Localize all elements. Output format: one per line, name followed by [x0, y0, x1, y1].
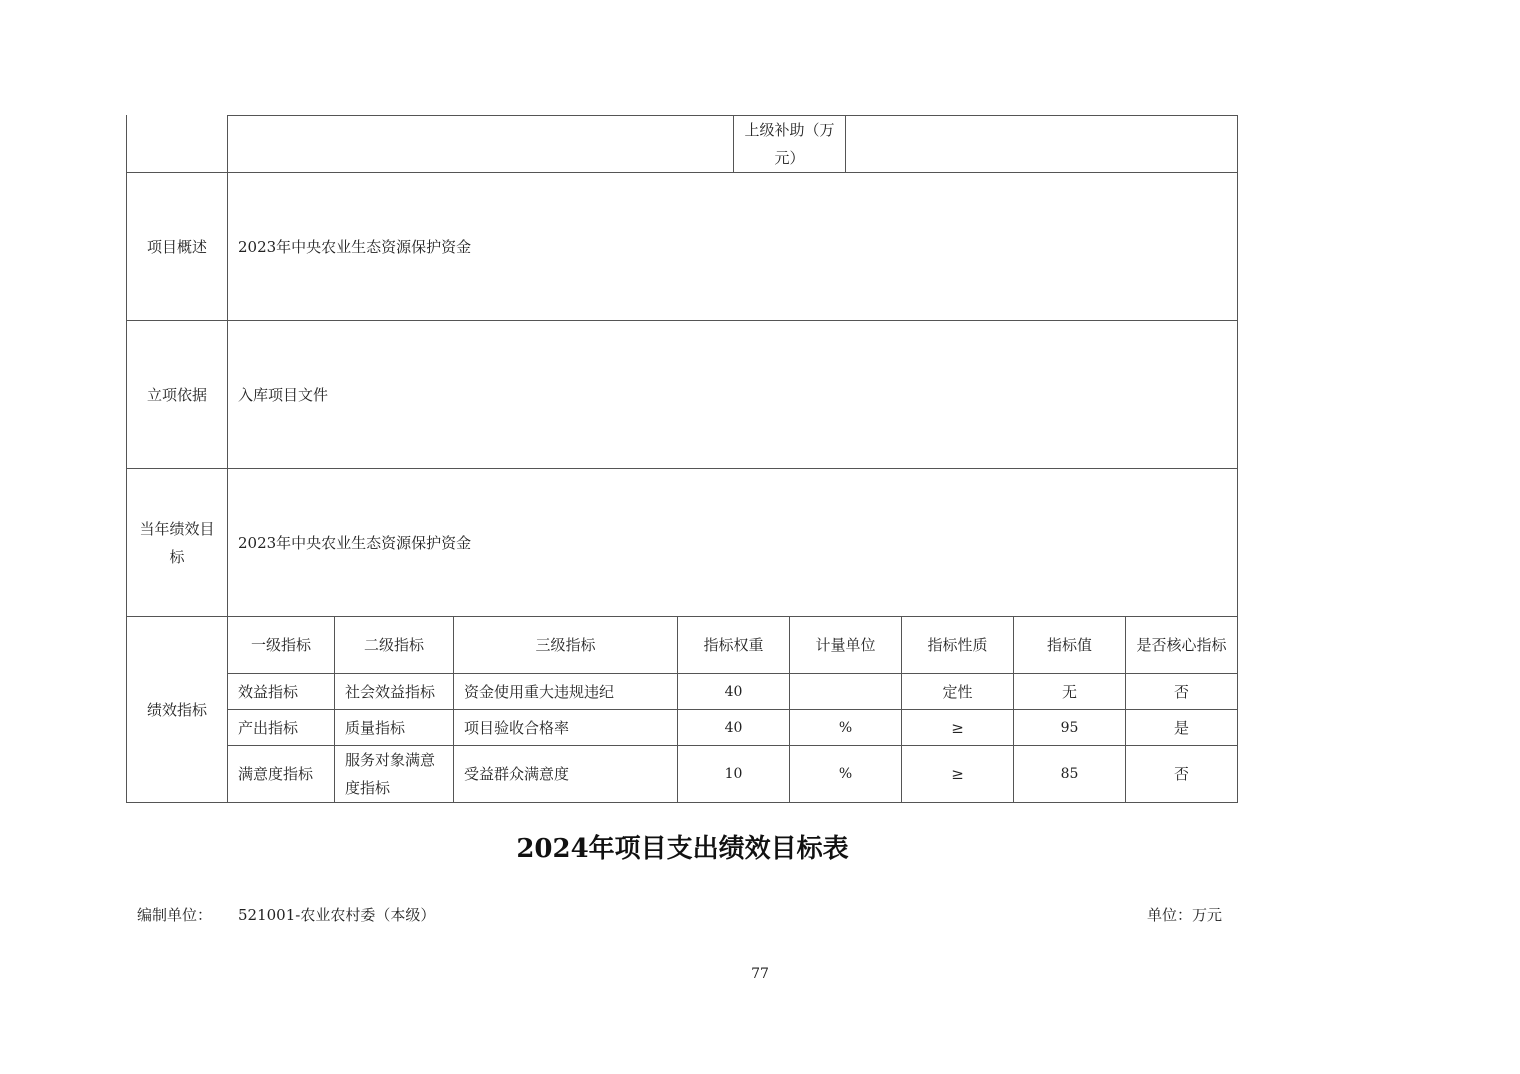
- table-row-2-level2: 质量指标: [345, 718, 406, 737]
- annual-goal-label: 当年绩效目标: [139, 519, 215, 566]
- project-basis-label: 立项依据: [146, 385, 207, 404]
- project-basis-value: 入库项目文件: [238, 385, 329, 404]
- table-border: [845, 115, 846, 173]
- table-row-2-weight: 40: [724, 719, 743, 736]
- table-row-1-level1: 效益指标: [238, 682, 299, 701]
- unit-label: 单位：万元: [1147, 906, 1223, 924]
- section-title: 2024年项目支出绩效目标表: [516, 834, 849, 864]
- table-row-3-unit: %: [838, 766, 853, 782]
- table-row-3-weight: 10: [724, 766, 743, 782]
- table-row-1-nature: 定性: [942, 682, 973, 701]
- performance-indicators-label: 绩效指标: [146, 700, 207, 719]
- table-row-2-nature: ≥: [951, 718, 964, 737]
- annual-goal-value: 2023年中央农业生态资源保护资金: [238, 533, 472, 552]
- table-row-2-core: 是: [1173, 718, 1189, 737]
- page-number: 77: [751, 966, 769, 982]
- header-value: 指标值: [1046, 636, 1092, 654]
- header-level1: 一级指标: [250, 636, 311, 654]
- table-row-3-level1: 满意度指标: [238, 765, 314, 783]
- header-level3: 三级指标: [535, 636, 596, 654]
- header-weight: 指标权重: [703, 636, 764, 654]
- table-row-1-core: 否: [1173, 682, 1189, 701]
- table-row-2-level1: 产出指标: [238, 718, 299, 737]
- project-overview-label: 项目概述: [146, 237, 207, 256]
- table-row-2-level3: 项目验收合格率: [464, 718, 570, 737]
- table-border: [1237, 115, 1238, 803]
- compiler-label: 编制单位：: [137, 906, 213, 924]
- superior-subsidy-label: 上级补助（万元）: [744, 121, 835, 167]
- table-border: [126, 802, 1238, 803]
- header-nature: 指标性质: [927, 636, 988, 654]
- header-level2: 二级指标: [363, 636, 424, 654]
- header-core: 是否核心指标: [1136, 636, 1227, 654]
- table-row-3-nature: ≥: [951, 765, 964, 783]
- table-row-3-level3: 受益群众满意度: [464, 765, 570, 783]
- table-row-2-value: 95: [1060, 719, 1079, 736]
- table-row-3-level2: 服务对象满意度指标: [345, 751, 436, 797]
- project-overview-value: 2023年中央农业生态资源保护资金: [238, 237, 472, 256]
- table-row-1-weight: 40: [724, 683, 743, 700]
- table-row-1-level2: 社会效益指标: [345, 682, 436, 701]
- table-row-1-level3: 资金使用重大违规违纪: [464, 682, 615, 701]
- table-row-2-unit: %: [838, 719, 853, 736]
- table-row-1-value: 无: [1061, 682, 1077, 701]
- table-row-3-value: 85: [1060, 766, 1079, 782]
- header-unit: 计量单位: [815, 636, 876, 654]
- table-row-1-unit: [790, 674, 901, 709]
- compiler-value: 521001-农业农村委（本级）: [238, 906, 436, 924]
- table-row-3-core: 否: [1173, 765, 1189, 783]
